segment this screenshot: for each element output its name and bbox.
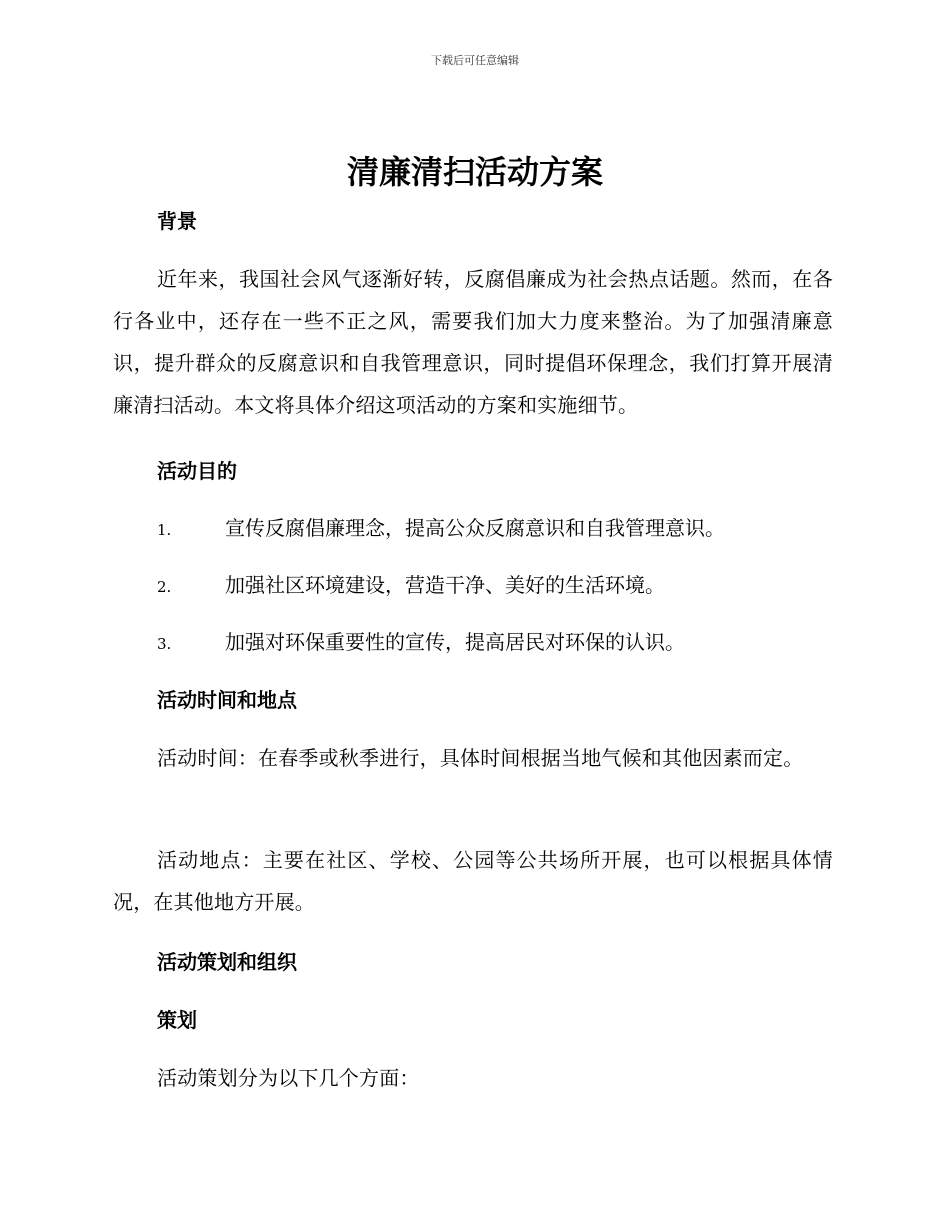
- section-heading-planning: 策划: [157, 1008, 197, 1032]
- page-header: 下载后可任意编辑: [431, 54, 519, 67]
- list-text: 加强社区环境建设，营造干净、美好的生活环境。: [225, 573, 665, 597]
- list-item: [157, 628, 833, 658]
- list-item: [157, 571, 833, 601]
- paragraph-background: 近年来，我国社会风气逐渐好转，反腐倡廉成为社会热点话题。然而，在各行各业中，还存在一些不正之风，需要我们加大力度来整治。为了加强清廉意识，提升群众的反腐意识和自我管理意识，同时提倡环保理念，我们打算开展清廉清扫活动。本文将具体介绍这项活动的方案和实施细节。: [113, 267, 833, 417]
- section-heading-planning-organization: 活动策划和组织: [157, 950, 297, 974]
- section-heading-purpose: 活动目的: [157, 459, 237, 483]
- section-heading-background: 背景: [157, 209, 197, 233]
- paragraph-place: 活动地点：主要在社区、学校、公园等公共场所开展，也可以根据具体情况，在其他地方开展。: [113, 848, 833, 914]
- list-number: 1.: [157, 521, 172, 539]
- paragraph-planning: 活动策划分为以下几个方面：: [157, 1066, 420, 1090]
- section-heading-time-place: 活动时间和地点: [157, 688, 297, 712]
- list-item: [157, 514, 833, 544]
- list-text: 宣传反腐倡廉理念，提高公众反腐意识和自我管理意识。: [225, 516, 725, 540]
- paragraph-time: 活动时间：在春季或秋季进行，具体时间根据当地气候和其他因素而定。: [157, 746, 804, 770]
- list-number: 2.: [157, 578, 172, 596]
- list-text: 加强对环保重要性的宣传，提高居民对环保的认识。: [225, 630, 685, 654]
- list-number: 3.: [157, 635, 172, 653]
- document-title: 清廉清扫活动方案: [346, 153, 603, 191]
